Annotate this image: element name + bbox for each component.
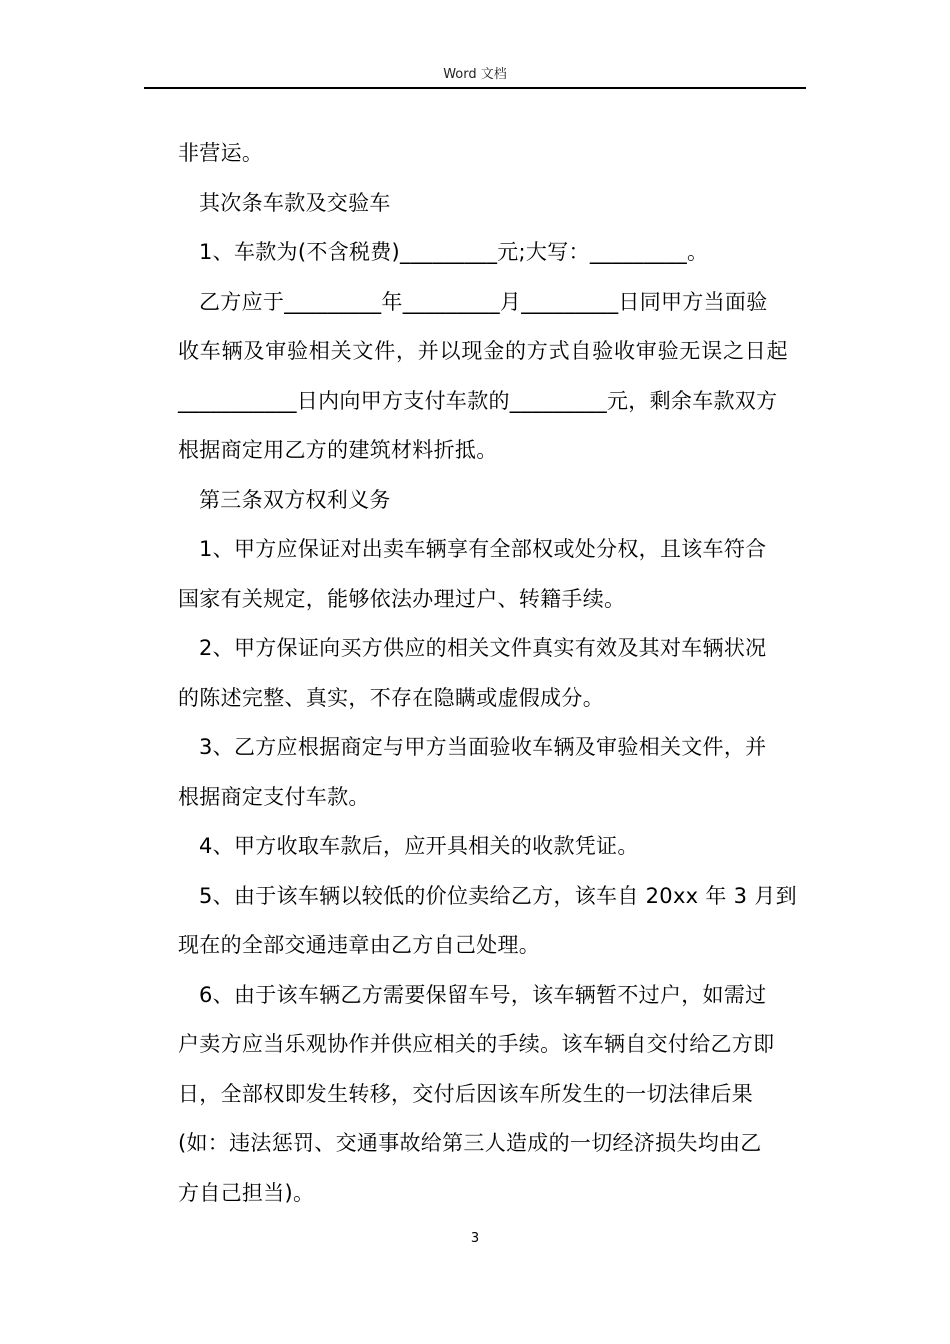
document-body: [178, 129, 804, 1218]
section-heading: 其次条车款及交验车: [199, 190, 391, 215]
text-line: 国家有关规定，能够依法办理过户、转籍手续。: [178, 586, 626, 611]
header-divider: [144, 87, 806, 89]
text-line: (如：违法惩罚、交通事故给第三人造成的一切经济损失均由乙: [178, 1131, 762, 1155]
text-line: 3、乙方应根据商定与甲方当面验收车辆及审验相关文件，并: [199, 735, 767, 759]
section-heading: 第三条双方权利义务: [199, 487, 391, 512]
text-line: 日，全部权即发生转移，交付后因该车所发生的一切法律后果: [178, 1081, 754, 1106]
text-line: ___________日内向甲方支付车款的_________元，剩余车款双方: [178, 388, 778, 413]
text-line: 方自己担当)。: [178, 1180, 315, 1205]
text-line: 1、车款为(不含税费)_________元;大写：_________。: [199, 240, 709, 264]
text-line: 根据商定用乙方的建筑材料折抵。: [178, 438, 498, 462]
text-line: 乙方应于_________年_________月_________日同甲方当面验: [199, 289, 768, 314]
text-line: 现在的全部交通违章由乙方自己处理。: [178, 933, 541, 957]
text-line: 收车辆及审验相关文件，并以现金的方式自验收审验无误之日起: [178, 339, 789, 363]
text-line: 5、由于该车辆以较低的价位卖给乙方，该车自 20xx 年 3 月到: [199, 883, 797, 908]
text-line: 1、甲方应保证对出卖车辆享有全部权或处分权，且该车符合: [199, 537, 767, 561]
page-number: 3: [470, 1231, 480, 1246]
text-line: 6、由于该车辆乙方需要保留车号，该车辆暂不过户，如需过: [199, 982, 767, 1007]
page-header: Word 文档: [443, 67, 507, 82]
text-line: 非营运。: [178, 141, 264, 165]
text-line: 2、甲方保证向买方供应的相关文件真实有效及其对车辆状况: [199, 636, 767, 660]
text-line: 户卖方应当乐观协作并供应相关的手续。该车辆自交付给乙方即: [178, 1032, 775, 1056]
text-line: 的陈述完整、真实，不存在隐瞒或虚假成分。: [178, 685, 604, 710]
text-line: 根据商定支付车款。: [178, 784, 370, 809]
text-line: 4、甲方收取车款后，应开具相关的收款凭证。: [199, 834, 639, 858]
